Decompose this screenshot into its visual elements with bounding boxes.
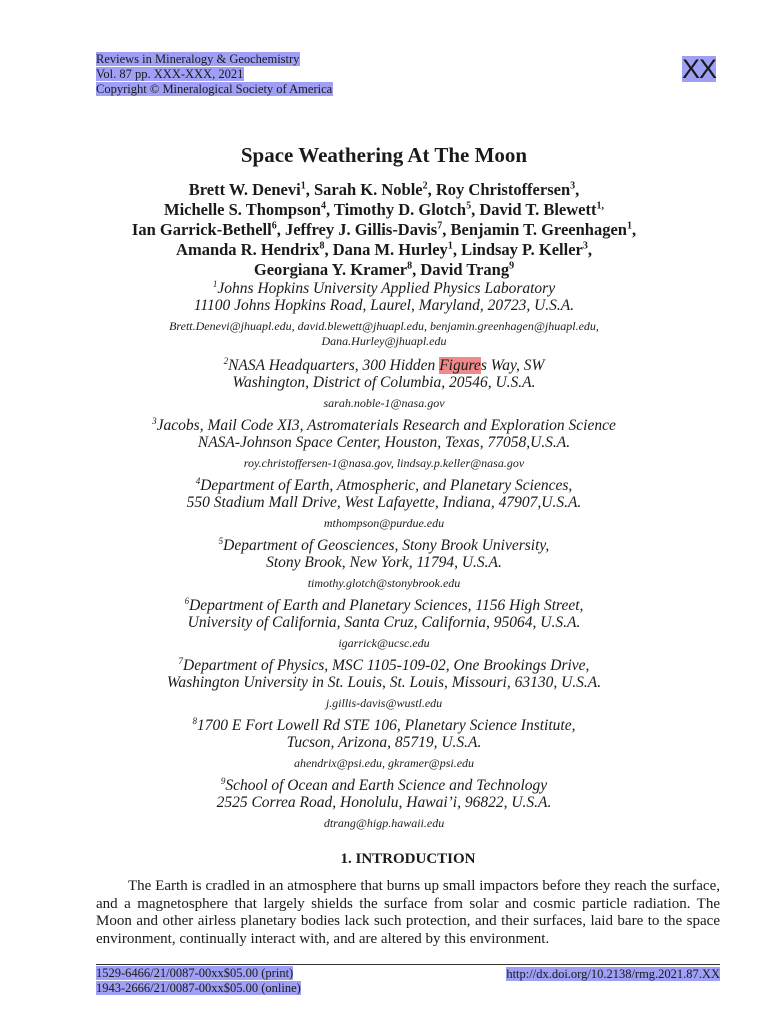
journal-volume: Vol. 87 pp. XXX-XXX, 2021 [96, 67, 244, 81]
affiliation-block [40, 357, 728, 411]
affiliation-list [40, 280, 728, 837]
section-body [96, 878, 720, 948]
affiliation-line: $^6$Department of Earth and Planetary Sciences, 1156 High Street, [184, 595, 584, 614]
author-affiliation-mark: 7 [437, 220, 443, 232]
affiliation-line: University of California, Santa Cruz, California, 95064, U.S.A. [187, 614, 581, 631]
affiliation-line: Washington University in St. Louis, St. Louis, Missouri, 63130, U.S.A. [166, 674, 602, 691]
author-line: Georgiana Y. Kramer$^8$, David Trang$^9$ [253, 260, 515, 279]
author-name: Michelle S. Thompson [164, 200, 321, 219]
affiliation-email: igarrick@ucsc.edu [338, 636, 430, 650]
author-affiliation-mark: 6 [271, 220, 277, 232]
author-line: Brett W. Denevi$^1$, Sarah K. Noble$^2$, Roy Christoffersen$^3$, [188, 180, 580, 199]
author-affiliation-mark: 4 [320, 200, 326, 212]
affiliation-email: roy.christoffersen-1@nasa.gov, lindsay.p.keller@nasa.gov [243, 456, 525, 470]
affiliation-line: 550 Stadium Mall Drive, West Lafayette, Indiana, 47907,U.S.A. [186, 494, 582, 511]
author-name: Sarah K. Noble [313, 180, 423, 199]
author-name: David Trang [420, 260, 510, 279]
section-heading: 1. INTRODUCTION [340, 851, 476, 867]
affiliation-line: Washington, District of Columbia, 20546, U.S.A. [232, 374, 536, 391]
author-affiliation-mark: 8 [407, 260, 413, 272]
author-affiliation-mark: 9 [509, 260, 515, 272]
affiliation-line: 2525 Correa Road, Honolulu, Hawai’i, 96822, U.S.A. [216, 794, 552, 811]
author-affiliation-mark: 5 [466, 200, 472, 212]
affiliation-block [40, 417, 728, 471]
affiliation-line: NASA-Johnson Space Center, Houston, Texas, 77058,U.S.A. [197, 434, 571, 451]
affiliation-line: Tucson, Arizona, 85719, U.S.A. [286, 734, 482, 751]
affiliation-email: dtrang@higp.hawaii.edu [323, 816, 445, 830]
author-name: Ian Garrick-Bethell [131, 220, 272, 239]
affiliation-block [40, 280, 728, 349]
affiliation-block [40, 717, 728, 771]
affiliation-line: $^8$1700 E Fort Lowell Rd STE 106, Planetary Science Institute, [192, 715, 576, 734]
affiliation-line: $^5$Department of Geosciences, Stony Brook University, [218, 535, 550, 554]
author-affiliation-mark: 8 [319, 240, 325, 252]
author-affiliation-mark: 1, [596, 200, 604, 212]
affiliation-block [40, 537, 728, 591]
author-line: Ian Garrick-Bethell$^6$, Jeffrey J. Gillis-Davis$^7$, Benjamin T. Greenhagen$^1$, [131, 220, 637, 239]
affiliation-email: j.gillis-davis@wustl.edu [325, 696, 443, 710]
affiliation-line: $^3$Jacobs, Mail Code XI3, Astromaterials Research and Exploration Science [152, 415, 616, 434]
author-list [40, 180, 728, 280]
author-name: Timothy D. Glotch [333, 200, 467, 219]
doi-link[interactable]: http://dx.doi.org/10.2138/rmg.2021.87.XX [506, 967, 720, 981]
highlighted-text: Figure [439, 357, 481, 374]
author-affiliation-mark: 3 [570, 180, 576, 192]
issn-print: 1529-6466/21/0087-00xx$05.00 (print) [96, 966, 294, 980]
affiliation-block [40, 777, 728, 831]
affiliation-block [40, 597, 728, 651]
affiliation-email: timothy.glotch@stonybrook.edu [307, 576, 461, 590]
affiliation-line: 11100 Johns Hopkins Road, Laurel, Maryland, 20723, U.S.A. [193, 297, 575, 314]
author-name: Dana M. Hurley [332, 240, 448, 259]
footer-divider [96, 964, 720, 965]
journal-name: Reviews in Mineralogy & Geochemistry [96, 52, 300, 66]
author-name: Amanda R. Hendrix [176, 240, 320, 259]
paper-title: Space Weathering At The Moon [240, 143, 528, 167]
affiliation-line: $^1$Johns Hopkins University Applied Physics Laboratory [212, 278, 556, 297]
author-name: David T. Blewett [479, 200, 597, 219]
affiliation-email: Brett.Denevi@jhuapl.edu, david.blewett@jhuapl.edu, benjamin.greenhagen@jhuapl.edu, Dana.Hurley@jhuapl.edu [169, 319, 599, 348]
author-affiliation-mark: 2 [422, 180, 428, 192]
affiliation-block [40, 657, 728, 711]
chapter-number: XX [682, 54, 717, 84]
author-affiliation-mark: 1 [300, 180, 306, 192]
affiliation-email: sarah.noble-1@nasa.gov [323, 396, 445, 410]
journal-copyright: Copyright © Mineralogical Society of America [96, 82, 333, 96]
author-line: Amanda R. Hendrix$^8$, Dana M. Hurley$^1$, Lindsay P. Keller$^3$, [176, 240, 592, 259]
affiliation-line: $^7$Department of Physics, MSC 1105-109-02, One Brookings Drive, [178, 655, 590, 674]
author-affiliation-mark: 1 [447, 240, 453, 252]
author-name: Lindsay P. Keller [461, 240, 583, 259]
affiliation-line: $^4$Department of Earth, Atmospheric, and Planetary Sciences, [195, 475, 573, 494]
paragraph: The Earth is cradled in an atmosphere that burns up small impactors before they reach the surface, and a magnetosphere that largely shields the surface from solar and cosmic particle radiation. The Moon and other airless planetary bodies lack such protection, and their surfaces, laid bare to the space environment, continually interact with, and are altered by this environment. [96, 878, 720, 947]
journal-header [96, 52, 333, 97]
author-name: Roy Christoffersen [435, 180, 571, 199]
affiliation-line: Stony Brook, New York, 11794, U.S.A. [266, 554, 502, 571]
author-affiliation-mark: 1 [626, 220, 632, 232]
footer-issn [96, 966, 301, 996]
affiliation-line: $^9$School of Ocean and Earth Science and Technology [220, 775, 548, 794]
author-name: Jeffrey J. Gillis-Davis [284, 220, 438, 239]
affiliation-line: $^2$NASA Headquarters, 300 Hidden Figures Way, SW [223, 355, 545, 374]
affiliation-email: mthompson@purdue.edu [323, 516, 445, 530]
author-name: Brett W. Denevi [188, 180, 301, 199]
author-affiliation-mark: 3 [582, 240, 588, 252]
author-name: Georgiana Y. Kramer [253, 260, 408, 279]
author-name: Benjamin T. Greenhagen [450, 220, 627, 239]
issn-online: 1943-2666/21/0087-00xx$05.00 (online) [96, 981, 301, 995]
affiliation-email: ahendrix@psi.edu, gkramer@psi.edu [293, 756, 475, 770]
affiliation-block [40, 477, 728, 531]
footer-doi [506, 967, 720, 982]
author-line: Michelle S. Thompson$^4$, Timothy D. Glotch$^5$, David T. Blewett$^{1,}$ [164, 200, 604, 219]
